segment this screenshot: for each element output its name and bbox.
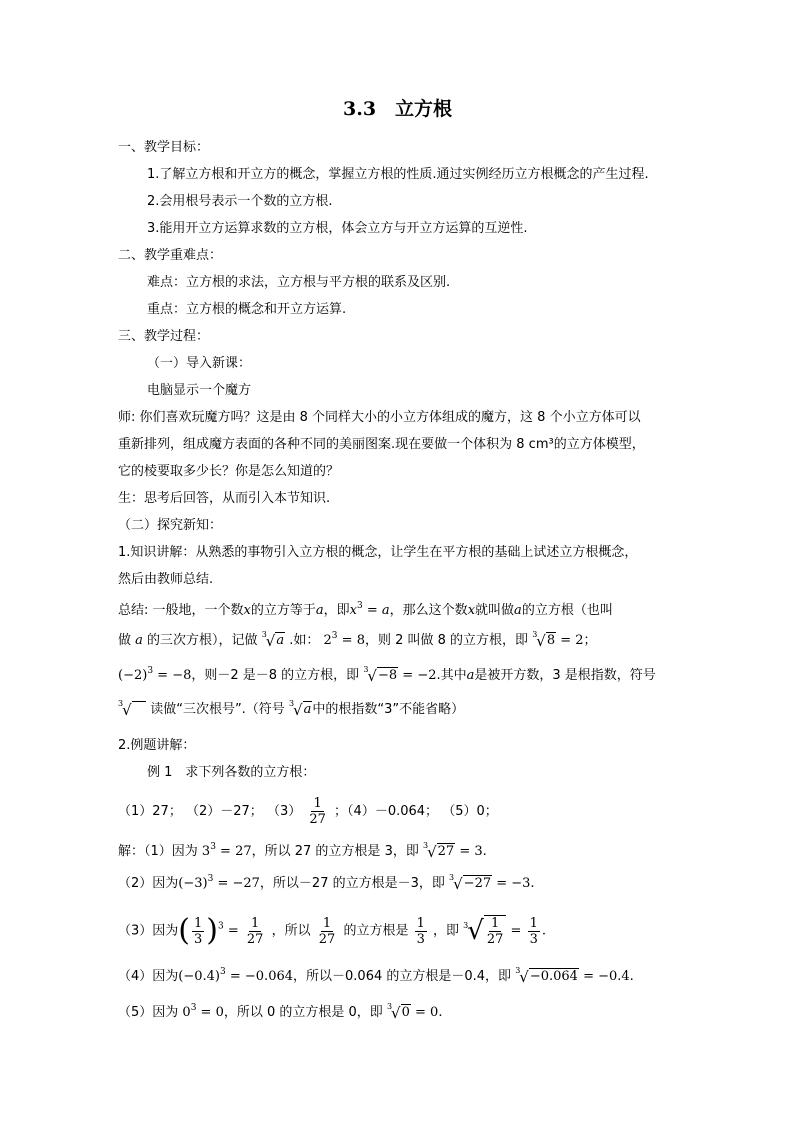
difficult-point: 难点：立方根的求法，立方根与平方根的联系及区别. <box>147 275 451 290</box>
fraction: $\frac{1}{27}$ <box>318 915 336 947</box>
solution-line: （4）因为$(-0.4)^3 = -0.064$，所以－0.064 的立方根是－0.4，即 $^3$√−0.064 = −0.4. <box>118 966 634 986</box>
solution-line: （5）因为 $0^3 = 0$，所以 0 的立方根是 0，即 $^3$√0 = 0. <box>118 1002 443 1022</box>
cube-root-symbol: $^3$√−8 <box>363 665 398 685</box>
section-heading-key-points: 二、教学重难点： <box>118 248 223 263</box>
cube-root-symbol: $^3$√ <box>118 701 146 718</box>
cube-root-symbol: $^3$√0 <box>386 1002 410 1022</box>
cube-root-symbol: $^3$√27 <box>422 841 455 861</box>
subheading-intro: （一）导入新课： <box>147 356 252 371</box>
summary-line: $(-2)^3 = -8$，则－2 是－8 的立方根，即 $^3$√−8 = −2.其中a是被开方数，3 是根指数，符号 <box>118 665 656 685</box>
fraction: $\frac{1}{3}$ <box>416 915 425 947</box>
objective-item: 3.能用开立方运算求数的立方根，体会立方与开立方运算的互逆性. <box>147 221 528 236</box>
cube-root-symbol: $^3$√a <box>261 630 285 650</box>
fraction: $\frac{1}{27}$ <box>246 915 264 947</box>
example-title: 例 1 求下列各数的立方根： <box>147 765 316 780</box>
teacher-line: 重新排列，组成魔方表面的各种不同的美丽图案.现在要做一个体积为 8 cm³的立方体模型， <box>118 437 645 452</box>
section-heading-process: 三、教学过程： <box>118 329 210 344</box>
teacher-line: 师: 你们喜欢玩魔方吗？这是由 8 个同样大小的小立方体组成的魔方，这 8 个小立方体可以 <box>118 410 641 425</box>
fraction: $\frac{1}{3}$ <box>529 915 538 947</box>
subheading-explore: （二）探究新知： <box>118 518 223 533</box>
knowledge-line: 1.知识讲解：从熟悉的事物引入立方根的概念，让学生在平方根的基础上试述立方根概念， <box>118 545 638 560</box>
cube-root-symbol: $^3$√−27 <box>449 873 492 893</box>
fraction: $\frac{1}{3}$ <box>194 915 203 947</box>
solution-line: 解：（1）因为 $3^3 = 27$，所以 27 的立方根是 3，即 $^3$√27 = 3. <box>118 841 487 861</box>
objective-item: 1.了解立方根和开立方的概念，掌握立方根的性质.通过实例经历立方根概念的产生过程. <box>147 167 649 182</box>
knowledge-line: 然后由教师总结. <box>118 572 214 587</box>
summary-line: 总结: 一般地，一个数x的立方等于a，即$x^3 = a$，那么这个数x就叫做a的立方根（也叫 <box>118 601 613 618</box>
key-point: 重点：立方根的概念和开立方运算. <box>147 302 347 317</box>
summary-line: 做 a 的三次方根），记做 $^3$√a .如： $2^3 = 8$，则 2 叫做 8 的立方根，即 $^3$√8 = 2； <box>118 630 597 650</box>
cube-root-symbol: $^3$√ $\frac{1}{27}$ <box>463 915 506 947</box>
page-title: 3.3 立方根 <box>343 98 453 120</box>
subheading-examples: 2.例题讲解： <box>118 738 196 753</box>
summary-line: $^3$√ 读做“三次根号”.（符号 $^3$√a中的根指数“3”不能省略） <box>118 699 465 719</box>
teacher-line: 它的棱要取多少长？你是怎么知道的？ <box>118 464 340 479</box>
solution-line: （2）因为$(-3)^3 = -27$，所以－27 的立方根是－3，即 $^3$√−27 = −3. <box>118 873 535 893</box>
solution-line: （3）因为( $\frac{1}{3}$ )$^3$ = $\frac{1}{27}$ ，所以 $\frac{1}{27}$ 的立方根是 $\frac{1}{3}$ ，即 $^3$√ $\frac{1}{27}$ = $\frac{1}{3}$ . <box>118 913 546 948</box>
intro-demo: 电脑显示一个魔方 <box>147 383 252 398</box>
cube-root-symbol: $^3$√a <box>288 699 312 719</box>
student-line: 生：思考后回答，从而引入本节知识. <box>118 491 331 506</box>
example-list: （1）27； （2）－27； （3） $\frac{1}{27}$ ；（4）－0.064； （5）0； <box>118 796 498 827</box>
objective-item: 2.会用根号表示一个数的立方根. <box>147 194 333 209</box>
cube-root-symbol: $^3$√8 <box>532 630 556 650</box>
fraction: $\frac{1}{27}$ <box>309 796 326 827</box>
cube-root-symbol: $^3$√−0.064 <box>515 966 578 986</box>
section-heading-objectives: 一、教学目标： <box>118 140 210 155</box>
